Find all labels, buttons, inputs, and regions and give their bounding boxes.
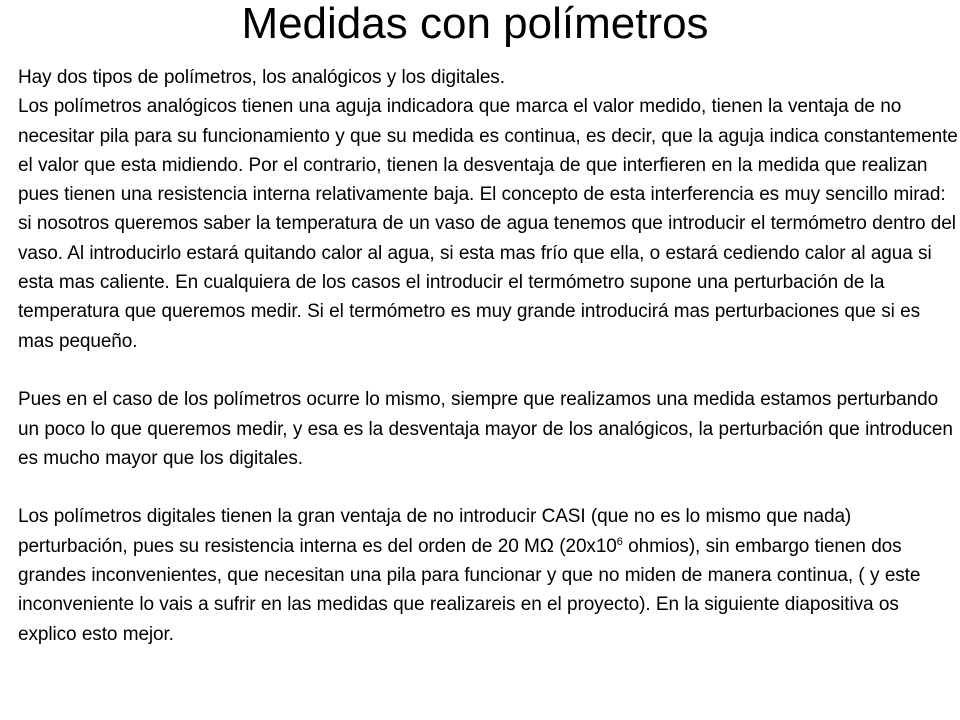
exponent-superscript: 6 [616, 535, 623, 548]
paragraph-spacer [18, 473, 958, 502]
paragraph-intro: Hay dos tipos de polímetros, los analógicos y los digitales. [18, 67, 505, 88]
slide-title: Medidas con polímetros [241, 0, 709, 48]
digital-text-start: Los polímetros digitales tienen la gran ventaja de no introducir CASI (que no es lo mismo que nada) perturbación, pues su resistencia interna es del orden de 20 MΩ (20x10 [18, 506, 852, 557]
slide-body [18, 63, 958, 649]
paragraph-spacer [18, 356, 958, 385]
paragraph-perturbation: Pues en el caso de los polímetros ocurre lo mismo, siempre que realizamos una medida estamos perturbando un poco lo que queremos medir, y esa es la desventaja mayor de los analógicos, la perturbación que introducen es mucho mayor que los digitales. [18, 389, 953, 469]
paragraph-digital [18, 502, 958, 648]
paragraph-analog: Los polímetros analógicos tienen una aguja indicadora que marca el valor medido, tienen la ventaja de no necesitar pila para su funcionamiento y que su medida es continua, es decir, que la aguja indica constantemente el valor que esta midiendo. Por el contrario, tienen la desventaja de que interfieren en la medida que realizan pues tienen una resistencia interna relativamente baja. El concepto de esta interferencia es muy sencillo mirad: [18, 96, 958, 206]
paragraph-thermometer: si nosotros queremos saber la temperatura de un vaso de agua tenemos que introducir el termómetro dentro del vaso. Al introducirlo estará quitando calor al agua, si esta mas frío que ella, o estará cediendo calor al agua si esta mas caliente. En cualquiera de los casos el introducir el termómetro supone una perturbación de la temperatura que queremos medir. Si el termómetro es muy grande introducirá mas perturbaciones que si es mas pequeño. [18, 213, 956, 352]
digital-text-end: ohmios), sin embargo tienen dos grandes inconvenientes, que necesitan una pila para funcionar y que no miden de manera continua, ( y este inconveniente lo vais a sufrir en las medidas que realizareis en el proyecto). En la siguiente diapositiva os explico esto mejor. [18, 535, 921, 645]
